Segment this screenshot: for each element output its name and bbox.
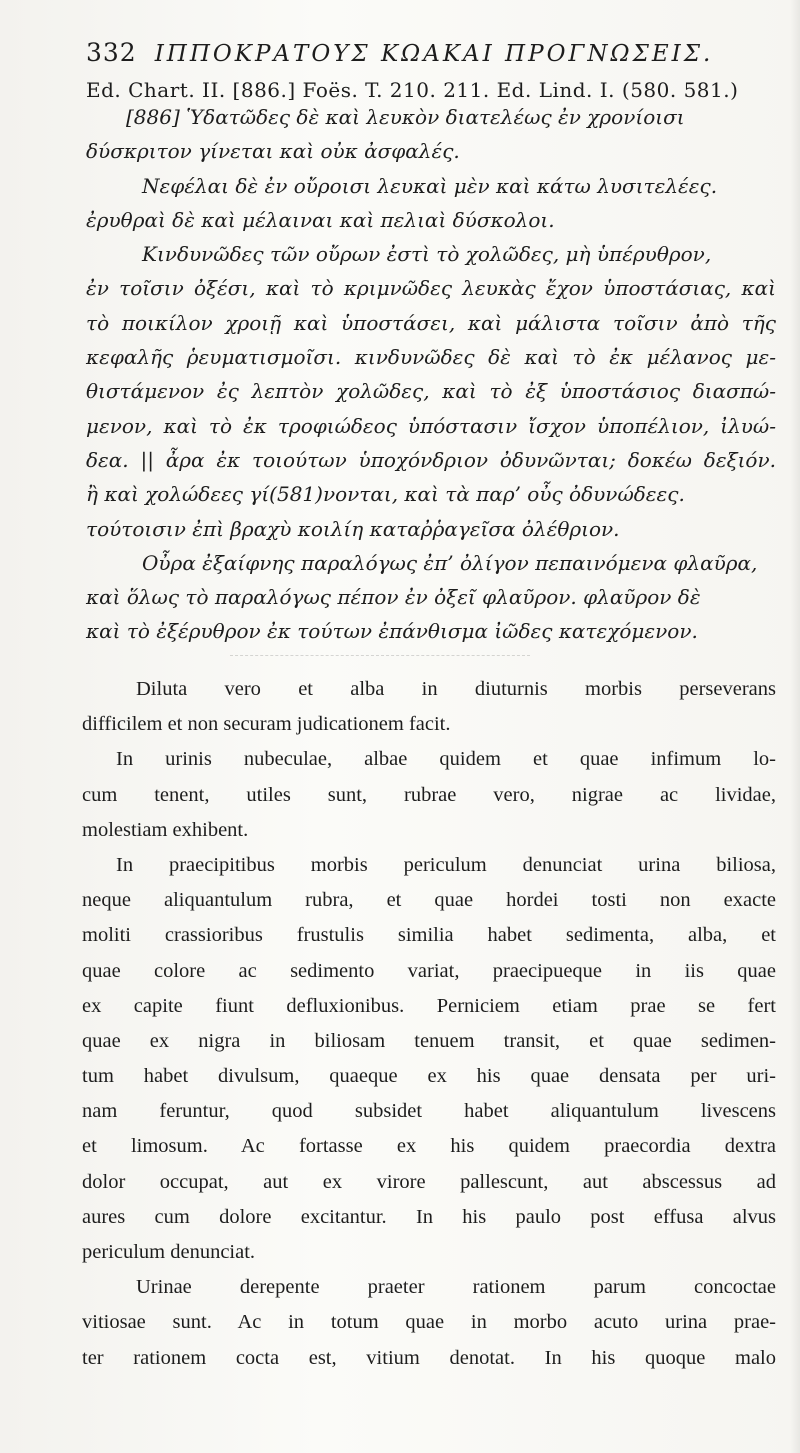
latin-line: In praecipitibus morbis periculum denunciat urina biliosa,: [116, 853, 776, 876]
latin-line: Urinae derepente praeter rationem parum concoctae: [136, 1276, 776, 1299]
latin-line: In urinis nubeculae, albae quidem et quae infimum lo-: [116, 748, 776, 771]
greek-line: δεα. || ἆρα ἐκ τοιούτων ὑποχόνδριον ὀδυνῶνται; δοκέω δεξιόν.: [86, 447, 776, 472]
greek-line: Νεφέλαι δὲ ἐν οὔροισι λευκαὶ μὲν καὶ κάτω λυσιτελέες.: [142, 173, 718, 198]
latin-line: moliti crassioribus frustulis similia habet sedimenta, alba, et: [82, 924, 776, 947]
greek-line: θιστάμενον ἐς λεπτὸν χολῶδες, καὶ τὸ ἐξ ὑποστάσιος διασπώ-: [86, 379, 776, 404]
greek-line: καὶ ὅλως τὸ παραλόγως πέπον ἐν ὀξεῖ φλαῦρον. φλαῦρον δὲ: [86, 585, 701, 610]
greek-line: Κινδυνῶδες τῶν οὔρων ἐστὶ τὸ χολῶδες, μὴ ὑπέρυθρον,: [142, 242, 712, 267]
latin-line: molestiam exhibent.: [82, 818, 249, 841]
page-number: 332: [86, 38, 137, 67]
latin-line: et limosum. Ac fortasse ex his quidem praecordia dextra: [82, 1135, 776, 1158]
greek-line: μενον, καὶ τὸ ἐκ τροφιώδεος ὑπόστασιν ἴσχον ὑποπέλιον, ἰλυώ-: [86, 413, 776, 438]
greek-text-block: [86, 100, 776, 649]
greek-line: [886] Ὑδατῶδες δὲ καὶ λευκὸν διατελέως ἐν χρονίοισι: [126, 105, 685, 129]
latin-line: tum habet divulsum, quaeque ex his quae densata per uri-: [82, 1065, 776, 1088]
greek-line: ἢ καὶ χολώδεες γί(581)νονται, καὶ τὰ παρ’ οὖς ὀδυνώδεες.: [86, 482, 685, 507]
edition-reference-line: Ed. Chart. II. [886.] Foës. T. 210. 211. Ed. Lind. I. (580. 581.): [86, 78, 739, 102]
latin-line: neque aliquantulum rubra, et quae hordei tosti non exacte: [82, 889, 776, 912]
greek-line: καὶ τὸ ἐξέρυθρον ἐκ τούτων ἐπάνθισμα ἰῶδες κατεχόμενον.: [86, 619, 698, 644]
latin-line: dolor occupat, aut ex virore pallescunt, aut abscessus ad: [82, 1170, 776, 1193]
running-title: ΙΠΠΟΚΡΑΤΟΥΣ ΚΩΑΚΑΙ ΠΡΟΓΝΩΣΕΙΣ.: [154, 41, 714, 67]
latin-line: nam feruntur, quod subsidet habet aliquantulum livescens: [82, 1100, 776, 1123]
latin-line: aures cum dolore excitantur. In his paulo post effusa alvus: [82, 1205, 776, 1228]
greek-line: τὸ ποικίλον χροιῇ καὶ ὑποστάσει, καὶ μάλιστα τοῖσιν ἀπὸ τῆς: [86, 310, 776, 335]
greek-line: δύσκριτον γίνεται καὶ οὐκ ἀσφαλές.: [86, 139, 460, 164]
greek-line: τούτοισιν ἐπὶ βραχὺ κοιλίη καταῤῥαγεῖσα ὀλέθριον.: [86, 516, 620, 541]
greek-line: Οὖρα ἐξαίφνης παραλόγως ἐπ’ ὀλίγον πεπαινόμενα φλαῦρα,: [142, 550, 758, 575]
running-head: [86, 38, 776, 67]
latin-line: periculum denunciat.: [82, 1241, 256, 1263]
latin-line: quae colore ac sedimento variat, praecipueque in iis quae: [82, 959, 776, 982]
latin-line: ter rationem cocta est, vitium denotat. In his quoque malo: [82, 1346, 776, 1369]
latin-line: difficilem et non securam judicationem facit.: [82, 713, 451, 736]
latin-line: vitiosae sunt. Ac in totum quae in morbo acuto urina prae-: [82, 1311, 776, 1334]
greek-line: κεφαλῆς ῥευματισμοῖσι. κινδυνῶδες δὲ καὶ τὸ ἐκ μέλανος με-: [86, 345, 776, 370]
latin-text-block: [82, 672, 776, 1376]
latin-line: cum tenent, utiles sunt, rubrae vero, nigrae ac lividae,: [82, 783, 776, 806]
greek-line: ἐν τοῖσιν ὀξέσι, καὶ τὸ κριμνῶδες λευκὰς ἔχον ὑποστάσιας, καὶ: [86, 276, 776, 301]
page-edge-shadow: [790, 0, 800, 1453]
latin-line: ex capite fiunt defluxionibus. Perniciem etiam prae se fert: [82, 994, 776, 1017]
latin-line: quae ex nigra in biliosam tenuem transit, et quae sedimen-: [82, 1029, 776, 1052]
section-divider: [230, 655, 530, 656]
greek-line: ἐρυθραὶ δὲ καὶ μέλαιναι καὶ πελιαὶ δύσκολοι.: [86, 207, 555, 232]
latin-line: Diluta vero et alba in diuturnis morbis perseverans: [136, 678, 776, 700]
